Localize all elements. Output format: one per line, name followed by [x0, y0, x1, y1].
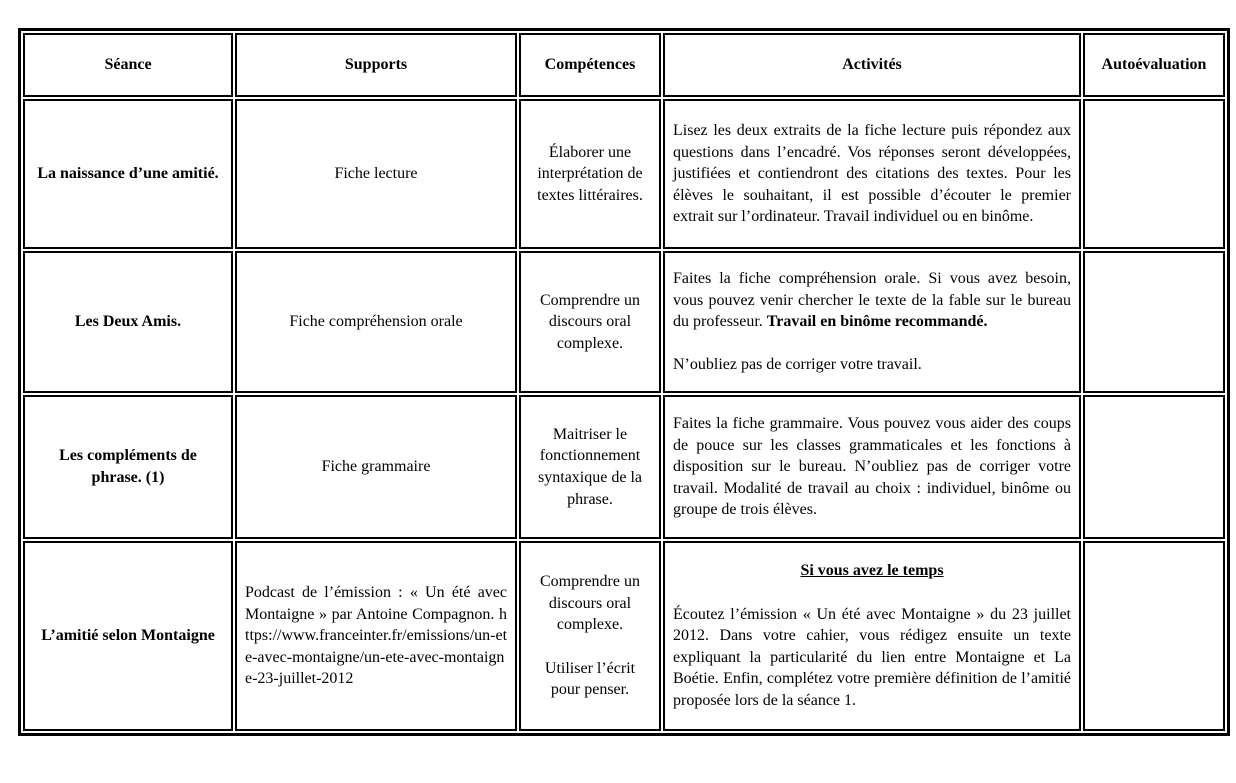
cell-seance-2: Les Deux Amis.	[23, 251, 233, 393]
cell-supports-1: Fiche lecture	[235, 99, 517, 249]
cell-autoevaluation-1	[1083, 99, 1225, 249]
cell-autoevaluation-3	[1083, 395, 1225, 539]
cell-autoevaluation-4	[1083, 541, 1225, 731]
supports-text: Podcast de l’émission : « Un été avec Montaigne » par Antoine Compagnon.	[245, 584, 507, 623]
table-row	[23, 395, 1225, 539]
cell-seance-4: L’amitié selon Montaigne	[23, 541, 233, 731]
cell-competences-1: Élaborer une interprétation de textes littéraires.	[519, 99, 661, 249]
activites-heading: Si vous avez le temps	[800, 562, 944, 580]
activites-paragraph: Lisez les deux extraits de la fiche lecture puis répondez aux questions dans l’encadré. Vos réponses seront développées, justifiées et contiendront des citations des textes. Pour les élèves le souhaitant, il est possible d’écouter le premier extrait sur l’ordinateur. Travail individuel ou en binôme.	[673, 122, 1071, 226]
cell-supports-2: Fiche compréhension orale	[235, 251, 517, 393]
cell-seance-1: La naissance d’une amitié.	[23, 99, 233, 249]
cell-competences-3: Maitriser le fonctionnement syntaxique de la phrase.	[519, 395, 661, 539]
activites-text: Faites la fiche compréhension orale. Si vous avez besoin, vous pouvez venir chercher le texte de la fable sur le bureau du professeur.	[673, 270, 1071, 331]
header-activites: Activités	[663, 33, 1081, 97]
table-row	[23, 99, 1225, 249]
table-row	[23, 541, 1225, 731]
activites-text-bold: Travail en binôme recommandé.	[766, 313, 988, 331]
cell-activites-3	[663, 395, 1081, 539]
cell-competences-4	[519, 541, 661, 731]
lesson-plan-table	[18, 28, 1230, 736]
cell-competences-2: Comprendre un discours oral complexe.	[519, 251, 661, 393]
competences-paragraph: Comprendre un discours oral complexe.	[540, 573, 640, 634]
activites-paragraph: Faites la fiche grammaire. Vous pouvez vous aider des coups de pouce sur les classes grammaticales et les fonctions à disposition sur le bureau. N’oubliez pas de corriger votre travail. Modalité de travail au choix : individuel, binôme ou groupe de trois élèves.	[673, 415, 1071, 519]
activites-paragraph: N’oubliez pas de corriger votre travail.	[673, 356, 922, 374]
header-supports: Supports	[235, 33, 517, 97]
competences-paragraph: Utiliser l’écrit pour penser.	[544, 659, 636, 699]
activites-paragraph	[673, 268, 1071, 333]
cell-activites-1	[663, 99, 1081, 249]
cell-activites-2	[663, 251, 1081, 393]
supports-url: https://www.franceinter.fr/emissions/un-ete-avec-montaigne/un-ete-avec-montaigne-23-juillet-2012	[245, 605, 508, 688]
cell-autoevaluation-2	[1083, 251, 1225, 393]
header-competences: Compétences	[519, 33, 661, 97]
header-autoevaluation: Autoévaluation	[1083, 33, 1225, 97]
cell-supports-3: Fiche grammaire	[235, 395, 517, 539]
activites-paragraph: Écoutez l’émission « Un été avec Montaigne » du 23 juillet 2012. Dans votre cahier, vous rédigez ensuite un texte expliquant la particularité du lien entre Montaigne et La Boétie. Enfin, complétez votre première définition de l’amitié proposée lors de la séance 1.	[673, 605, 1071, 709]
supports-paragraph	[245, 582, 507, 690]
cell-seance-3: Les compléments de phrase. (1)	[23, 395, 233, 539]
header-seance: Séance	[23, 33, 233, 97]
table-header-row	[23, 33, 1225, 97]
cell-activites-4	[663, 541, 1081, 731]
table-row	[23, 251, 1225, 393]
cell-supports-4	[235, 541, 517, 731]
